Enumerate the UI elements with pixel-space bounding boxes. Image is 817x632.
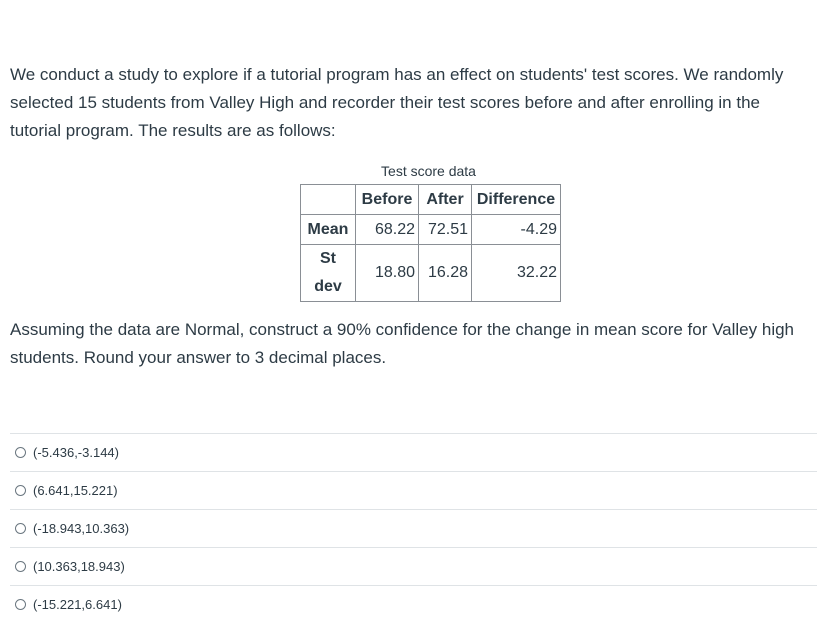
mean-label: Mean (301, 215, 356, 245)
answer-option-5[interactable] (10, 585, 817, 623)
table-header-after: After (419, 185, 472, 215)
answer-option-label[interactable]: (-5.436,-3.144) (33, 445, 119, 460)
radio-icon[interactable] (15, 523, 26, 534)
answer-option-label[interactable]: (-15.221,6.641) (33, 597, 122, 612)
mean-after: 72.51 (419, 215, 472, 245)
table-caption: Test score data (381, 163, 476, 179)
answer-option-label[interactable]: (6.641,15.221) (33, 483, 118, 498)
problem-intro: We conduct a study to explore if a tutorial program has an effect on students' test scores. We randomly selected 15 students from Valley High and recorder their test scores before and after enrolling in the tutorial program. The results are as follows: (10, 65, 784, 140)
table-row-stdev (301, 245, 561, 302)
table-header-difference: Difference (472, 185, 561, 215)
stdev-label (301, 245, 356, 302)
question-text: Assuming the data are Normal, construct a 90% confidence for the change in mean score for Valley high students. Round your answer to 3 decimal places. (10, 320, 795, 367)
test-score-table (300, 184, 561, 302)
mean-difference: -4.29 (472, 215, 561, 245)
radio-icon[interactable] (15, 561, 26, 572)
stdev-label-line2: dev (314, 278, 342, 295)
answer-option-2[interactable] (10, 471, 817, 509)
radio-icon[interactable] (15, 599, 26, 610)
answer-options (10, 433, 817, 623)
radio-icon[interactable] (15, 447, 26, 458)
table-header-empty (301, 185, 356, 215)
table-header-before: Before (356, 185, 419, 215)
table-row-mean (301, 215, 561, 245)
answer-option-label[interactable]: (-18.943,10.363) (33, 521, 130, 536)
table-header-row (301, 185, 561, 215)
stdev-difference: 32.22 (472, 245, 561, 302)
answer-option-3[interactable] (10, 509, 817, 547)
stdev-after: 16.28 (419, 245, 472, 302)
answer-option-1[interactable] (10, 433, 817, 471)
answer-option-4[interactable] (10, 547, 817, 585)
stdev-label-line1: St (320, 250, 336, 267)
stdev-before: 18.80 (356, 245, 419, 302)
radio-icon[interactable] (15, 485, 26, 496)
answer-option-label[interactable]: (10.363,18.943) (33, 559, 125, 574)
mean-before: 68.22 (356, 215, 419, 245)
